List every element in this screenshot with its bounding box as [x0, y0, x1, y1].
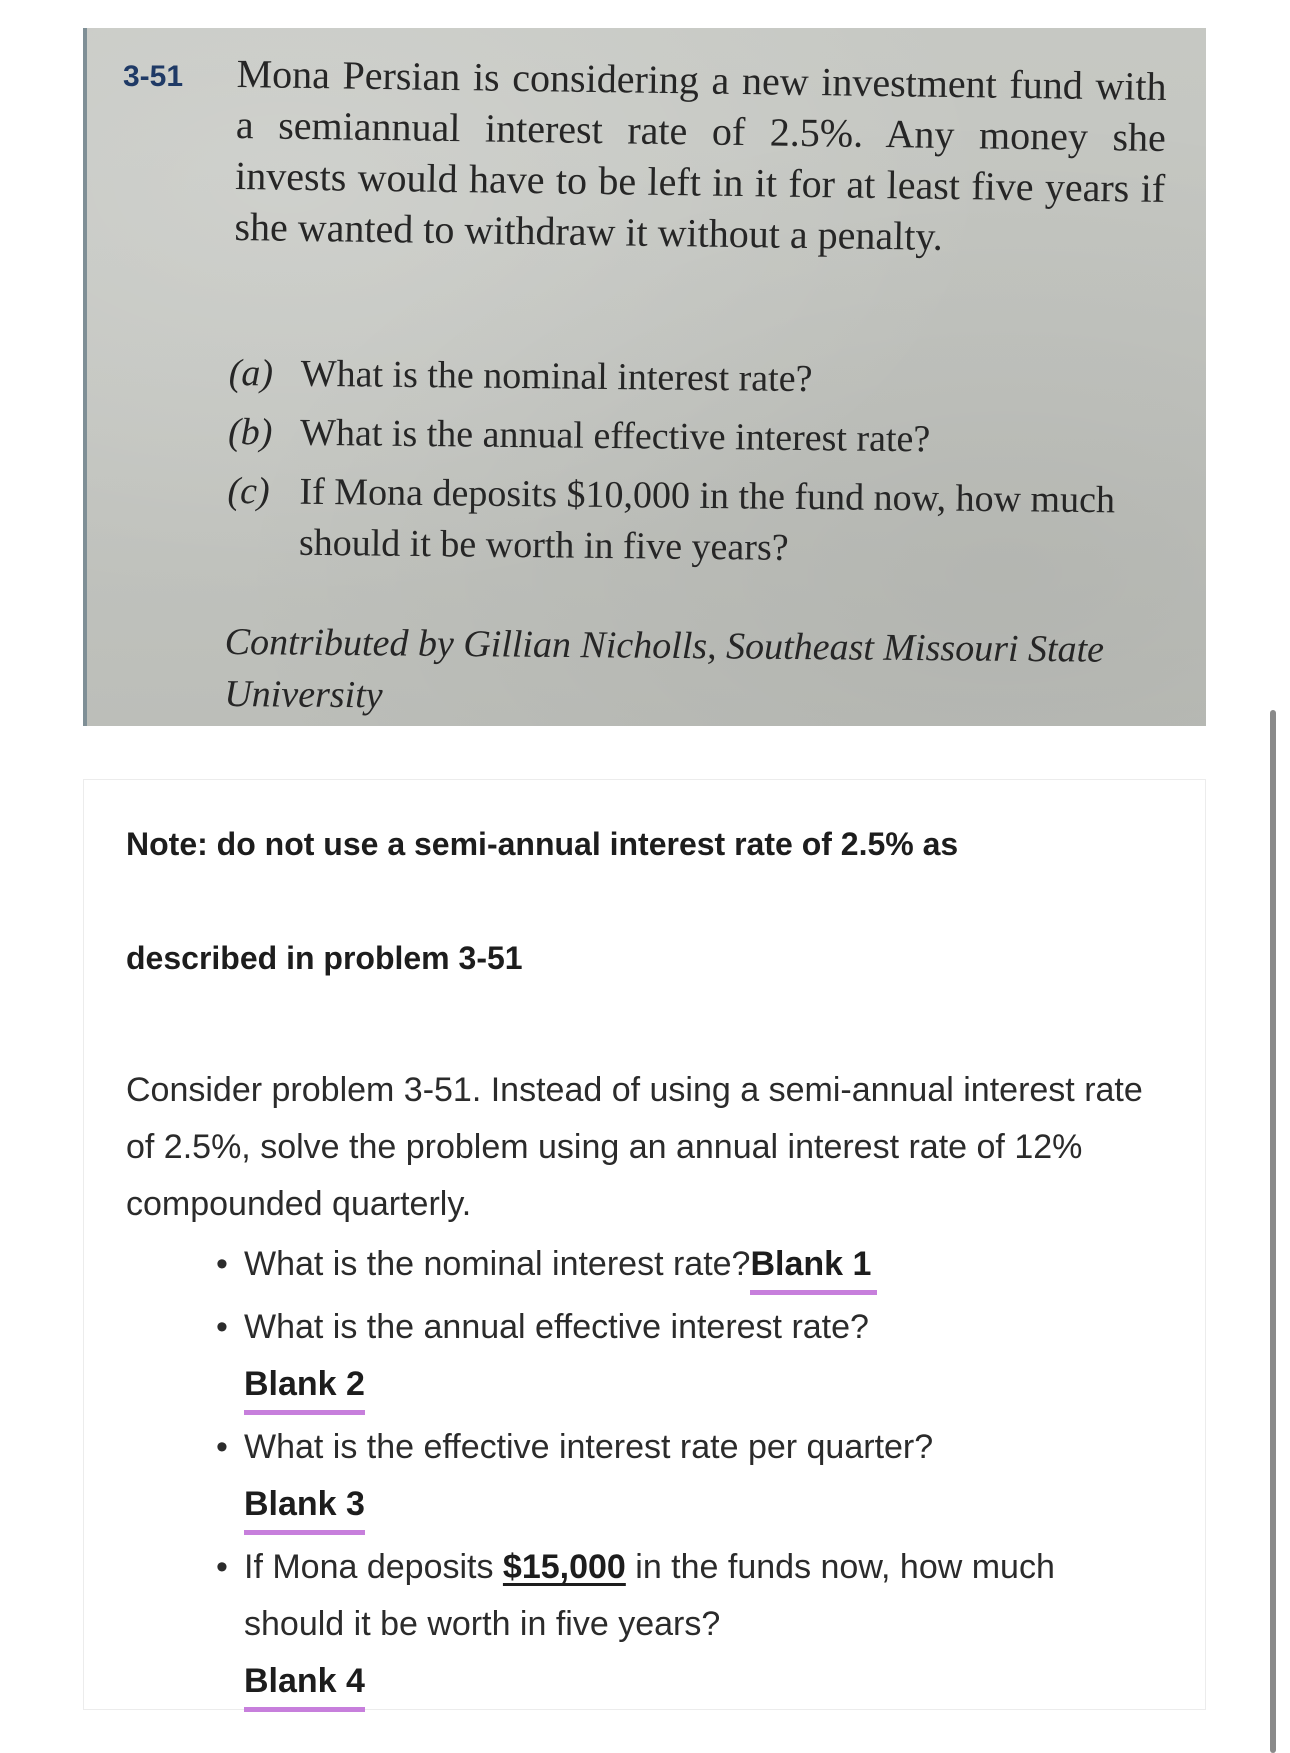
- part-text: What is the annual effective interest rate?: [299, 411, 931, 461]
- problem-parts: [227, 348, 1189, 586]
- contributor-credit: Contributed by Gillian Nicholls, Southeast Missouri State University: [224, 620, 1105, 717]
- blank-2-input[interactable]: Blank 2: [244, 1362, 365, 1415]
- problem-statement: Mona Persian is considering a new investment fund with a semiannual interest rate of 2.5%. Any money she invests would have to be left in it for at least five years if she wanted to withdraw it without a penalty.: [234, 50, 1167, 259]
- part-label: (a): [228, 351, 274, 395]
- problem-number: 3-51: [123, 60, 184, 93]
- part-label: (c): [227, 469, 270, 513]
- question-text: What is the effective interest rate per quarter?: [244, 1428, 934, 1466]
- list-item: [216, 1419, 1116, 1539]
- note-line-2: described in problem 3-51: [126, 940, 523, 976]
- part-label: (b): [227, 410, 273, 454]
- blank-3-input[interactable]: Blank 3: [244, 1482, 365, 1535]
- photo-edge: [83, 28, 87, 726]
- question-text: What is the nominal interest rate?: [244, 1245, 751, 1283]
- problem-part-c: [227, 466, 1188, 578]
- question-card: [83, 779, 1206, 1710]
- problem-part-a: [228, 348, 1188, 409]
- textbook-photo: [83, 28, 1206, 726]
- page-scrollbar[interactable]: [1270, 710, 1276, 1753]
- question-text: If Mona deposits: [244, 1548, 503, 1586]
- question-intro: Consider problem 3-51. Instead of using a semi-annual interest rate of 2.5%, solve the problem using an annual interest rate of 12% compounded quarterly.: [126, 1071, 1143, 1223]
- list-item: [216, 1236, 1116, 1299]
- part-text: If Mona deposits $10,000 in the fund now, how much should it be worth in five years?: [298, 470, 1116, 569]
- part-text: What is the nominal interest rate?: [300, 352, 813, 401]
- list-item: [216, 1299, 1116, 1419]
- question-text: in the funds now, how much should it be worth in five years?: [244, 1548, 1055, 1643]
- list-item: [216, 1539, 1116, 1716]
- note-line-1: Note: do not use a semi-annual interest rate of 2.5% as: [126, 826, 959, 862]
- question-list: [216, 1236, 1116, 1716]
- blank-1-input[interactable]: Blank 1: [750, 1242, 877, 1295]
- blank-4-input[interactable]: Blank 4: [244, 1659, 365, 1712]
- problem-part-b: [228, 407, 1188, 468]
- question-text: What is the annual effective interest rate?: [244, 1308, 869, 1346]
- deposit-amount: $15,000: [502, 1548, 626, 1586]
